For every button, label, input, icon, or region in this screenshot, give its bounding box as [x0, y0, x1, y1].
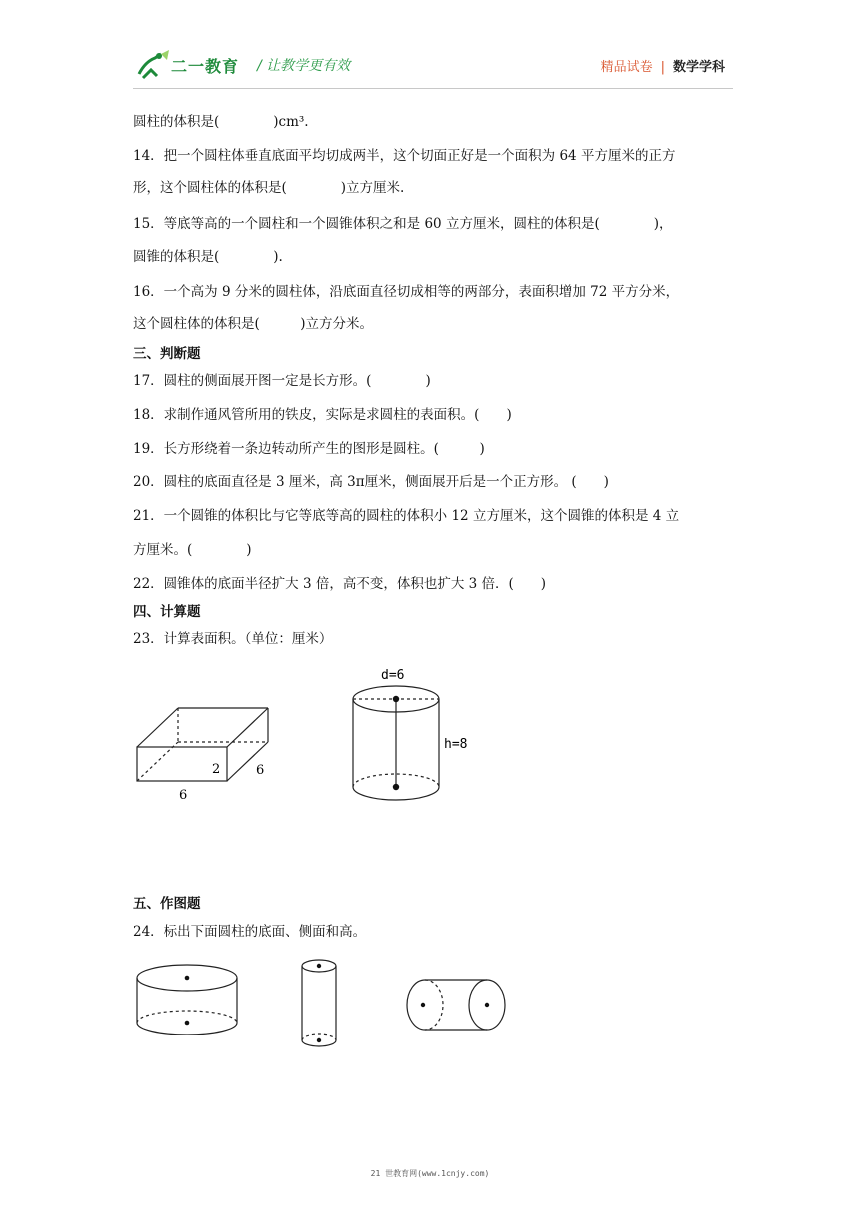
- logo-text: 二一教育: [171, 57, 240, 76]
- question-21-line1: 21．一个圆锥的体积比与它等底等高的圆柱的体积小 12 立方厘米，这个圆锥的体积是 4 立: [133, 508, 680, 524]
- question-17: 17．圆柱的侧面展开图一定是长方形。( ): [133, 373, 431, 389]
- cuboid-length-label: 6: [179, 788, 188, 803]
- question-15-line1: 15．等底等高的一个圆柱和一个圆锥体积之和是 60 立方厘米，圆柱的体积是( )，: [133, 216, 673, 232]
- section-4-title: 四、计算题: [133, 604, 201, 620]
- brand-separator: |: [660, 60, 665, 75]
- brand-right: 数学学科: [672, 60, 725, 75]
- question-20: 20．圆柱的底面直径是 3 厘米，高 3π厘米，侧面展开后是一个正方形。 ( ): [133, 474, 609, 490]
- cylinder-height-label: h=8: [444, 737, 468, 752]
- brand-left: 精品试卷: [600, 60, 653, 75]
- question-14-line2: 形，这个圆柱体的体积是( )立方厘米.: [133, 180, 405, 196]
- tall-cylinder-figure: [297, 955, 342, 1052]
- cuboid-depth-label: 6: [256, 763, 265, 778]
- question-14-line1: 14．把一个圆柱体垂直底面平均切成两半，这个切面正好是一个面积为 64 平方厘米的正方: [133, 148, 676, 164]
- question-21-line2: 方厘米。( ): [133, 542, 252, 558]
- section-3-title: 三、判断题: [133, 346, 201, 362]
- horizontal-cylinder-figure: [400, 975, 512, 1035]
- question-16-line1: 16．一个高为 9 分米的圆柱体，沿底面直径切成相等的两部分，表面积增加 72 平方分米，: [133, 284, 680, 300]
- question-24: 24．标出下面圆柱的底面、侧面和高。: [133, 924, 367, 940]
- cuboid-figure: [130, 700, 280, 805]
- cylinder-diameter-label: d=6: [381, 668, 405, 683]
- slogan: / 让教学更有效: [257, 58, 351, 74]
- cylinder-figure: [345, 662, 485, 807]
- question-15-line2: 圆锥的体积是( ).: [133, 249, 283, 265]
- section-5-title: 五、作图题: [133, 896, 201, 912]
- question-22: 22．圆锥体的底面半径扩大 3 倍，高不变，体积也扩大 3 倍．( ): [133, 576, 547, 592]
- question-23: 23．计算表面积。（单位：厘米）: [133, 631, 333, 647]
- question-13-tail: 圆柱的体积是( )cm³.: [133, 114, 309, 130]
- question-19: 19．长方形绕着一条边转动所产生的图形是圆柱。( ): [133, 441, 485, 457]
- brand-label: [601, 56, 725, 75]
- wide-cylinder-figure: [133, 955, 245, 1035]
- question-18: 18．求制作通风管所用的铁皮，实际是求圆柱的表面积。( ): [133, 407, 512, 423]
- question-16-line2: 这个圆柱体的体积是( )立方分米。: [133, 316, 374, 332]
- page-footer: 21 世教育网(www.1cnjy.com): [370, 1169, 490, 1178]
- cuboid-height-label: 2: [212, 762, 221, 777]
- page-header: [133, 48, 733, 89]
